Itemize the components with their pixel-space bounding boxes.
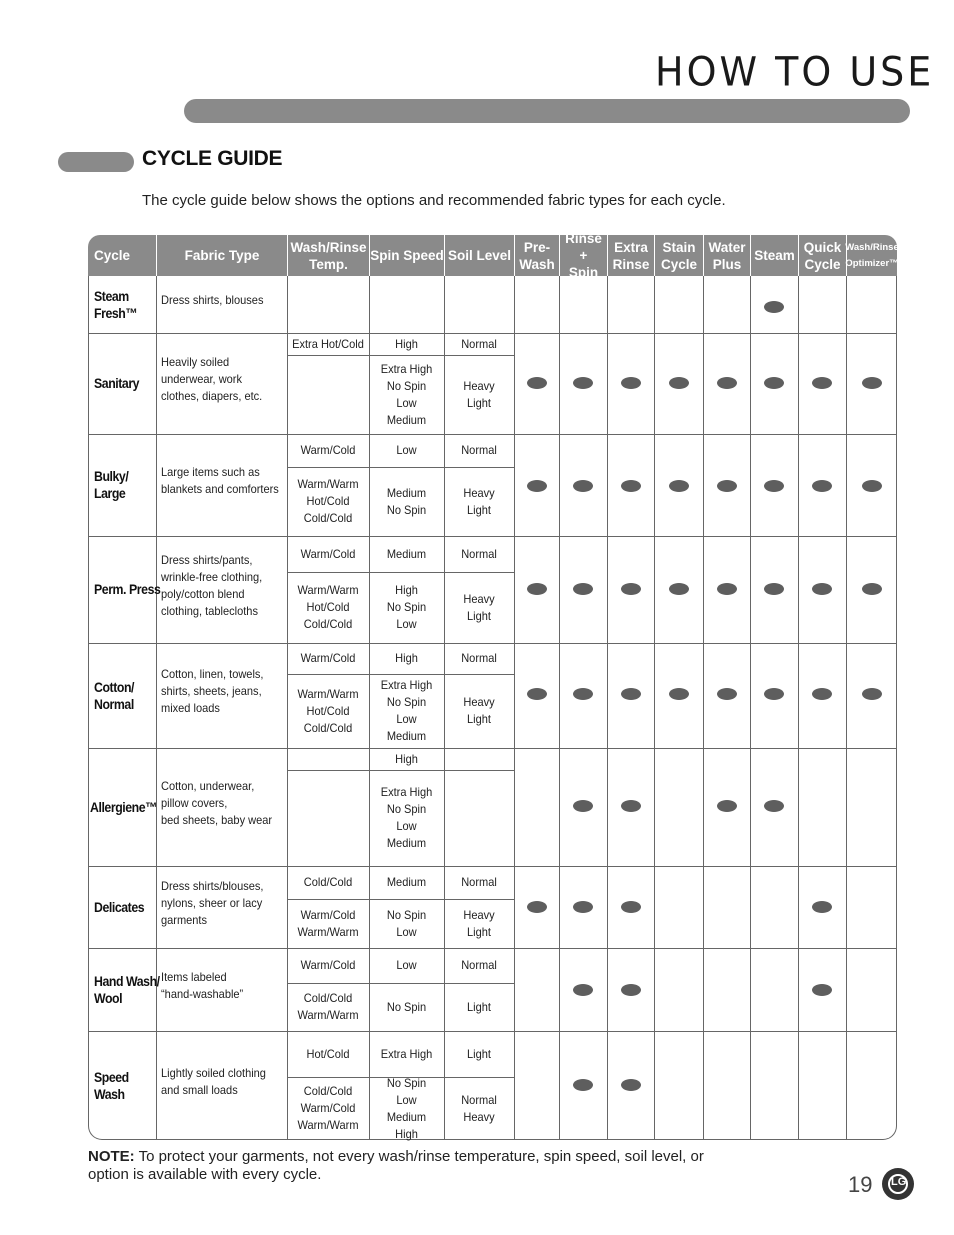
header-cell: Fabric Type (156, 235, 287, 276)
option-available-dot (812, 984, 832, 996)
note-label: NOTE: (88, 1148, 135, 1165)
option-available-dot (621, 377, 641, 389)
header-cell: Quick Cycle (798, 235, 846, 276)
fabric-type: Items labeled “hand-washable” (161, 969, 244, 1001)
header-cell: Steam (750, 235, 798, 276)
soil-level: Heavy Light (463, 907, 495, 939)
option-available-dot (621, 901, 641, 913)
spin-speed: Medium (386, 546, 427, 561)
spin-speed: High No Spin Low (386, 583, 427, 631)
wash-temp: Warm/Warm Hot/Cold Cold/Cold (297, 583, 359, 631)
fabric-type: Cotton, linen, towels, shirts, sheets, jeans, mixed loads (161, 667, 264, 715)
cycle-guide-table (88, 231, 899, 1141)
option-split-line (287, 770, 514, 771)
soil-level: Normal (461, 958, 497, 972)
option-available-dot (527, 377, 547, 389)
soil-level: Normal Heavy (461, 1092, 497, 1124)
option-available-dot (862, 377, 882, 389)
option-available-dot (621, 583, 641, 595)
header-cell: Wash/Rinse Temp. (287, 235, 369, 276)
spin-speed: No Spin Low (386, 907, 427, 939)
column-divider (654, 276, 655, 1140)
spin-speed: Medium No Spin (386, 485, 427, 517)
soil-level: Heavy Light (463, 591, 495, 623)
option-available-dot (764, 377, 784, 389)
option-available-dot (717, 480, 737, 492)
option-available-dot (862, 480, 882, 492)
row-divider (88, 748, 897, 749)
wash-temp: Warm/Cold Warm/Warm (297, 907, 359, 939)
wash-temp: Warm/Cold (300, 443, 356, 457)
option-available-dot (717, 583, 737, 595)
section-pill (58, 152, 134, 172)
fabric-type: Heavily soiled underwear, work clothes, diapers, etc. (161, 355, 263, 403)
option-available-dot (717, 688, 737, 700)
option-split-line (287, 674, 514, 675)
column-divider (750, 276, 751, 1140)
fabric-type: Cotton, underwear, pillow covers, bed sheets, baby wear (161, 778, 273, 827)
option-available-dot (621, 688, 641, 700)
row-divider (88, 866, 897, 867)
soil-level: Normal (461, 651, 497, 665)
soil-level: Light (467, 1046, 491, 1061)
note (88, 1148, 748, 1184)
option-available-dot (862, 688, 882, 700)
option-split-line (287, 983, 514, 984)
wash-temp: Warm/Cold (300, 958, 356, 972)
lg-logo (882, 1168, 914, 1200)
option-available-dot (573, 984, 593, 996)
cycle-name: Cotton/ Normal (94, 678, 135, 712)
option-available-dot (862, 583, 882, 595)
header-cell: Spin Speed (369, 235, 444, 276)
header-cell: Wash/Rinse Optimizer™ (846, 235, 897, 276)
option-available-dot (669, 583, 689, 595)
soil-level: Normal (461, 443, 497, 457)
option-available-dot (812, 377, 832, 389)
option-available-dot (621, 1079, 641, 1091)
option-available-dot (812, 480, 832, 492)
fabric-type: Dress shirts/blouses, nylons, sheer or lacy garments (161, 878, 264, 927)
soil-level: Heavy Light (463, 485, 495, 517)
fabric-type: Large items such as blankets and comforters (161, 465, 279, 496)
header-cell: Extra Rinse (607, 235, 654, 276)
option-split-line (287, 572, 514, 573)
option-available-dot (573, 583, 593, 595)
option-available-dot (573, 377, 593, 389)
spin-speed: High (395, 336, 418, 351)
option-available-dot (573, 800, 593, 812)
option-split-line (287, 355, 514, 356)
cycle-name: Allergiene™ (90, 798, 158, 815)
option-available-dot (812, 583, 832, 595)
option-available-dot (527, 901, 547, 913)
column-divider (607, 276, 608, 1140)
option-available-dot (621, 984, 641, 996)
option-available-dot (527, 688, 547, 700)
option-available-dot (621, 800, 641, 812)
column-divider (798, 276, 799, 1140)
column-divider (369, 276, 370, 1140)
soil-level: Light (467, 999, 491, 1014)
column-divider (156, 276, 157, 1140)
option-available-dot (527, 480, 547, 492)
option-split-line (287, 899, 514, 900)
cycle-name: Hand Wash/ Wool (94, 972, 160, 1006)
row-divider (88, 1031, 897, 1032)
wash-temp: Hot/Cold (306, 1046, 350, 1061)
soil-level: Heavy Light (463, 378, 495, 410)
option-available-dot (527, 583, 547, 595)
spin-speed: High (395, 651, 418, 665)
spin-speed: No Spin (386, 999, 427, 1014)
spin-speed: Low (396, 958, 417, 972)
option-available-dot (669, 480, 689, 492)
header-cell: Cycle (94, 248, 131, 263)
spin-speed: Medium (386, 875, 427, 889)
option-available-dot (669, 688, 689, 700)
cycle-name: Speed Wash (94, 1068, 129, 1102)
option-split-line (287, 467, 514, 468)
option-available-dot (717, 800, 737, 812)
column-divider (559, 276, 560, 1140)
soil-level: Heavy Light (463, 695, 495, 726)
option-available-dot (669, 377, 689, 389)
note-text: To protect your garments, not every wash/rinse temperature, spin speed, soil level, or option is available with every cycle. (88, 1148, 704, 1183)
page-title: HOW TO USE (655, 48, 935, 96)
header-cell: Water Plus (703, 235, 750, 276)
page-number: 19 (848, 1172, 873, 1197)
option-available-dot (812, 901, 832, 913)
fabric-type: Dress shirts/pants, wrinkle-free clothing, poly/cotton blend clothing, tablecloths (161, 552, 263, 618)
header-cell: Soil Level (444, 235, 514, 276)
option-available-dot (573, 1079, 593, 1091)
cycle-name: Sanitary (94, 375, 140, 391)
title-bar (184, 99, 910, 123)
table-header-row (88, 231, 899, 280)
column-divider (846, 276, 847, 1140)
option-available-dot (764, 688, 784, 700)
row-divider (88, 948, 897, 949)
spin-speed: Low (396, 443, 417, 457)
row-divider (88, 333, 897, 334)
wash-temp: Warm/Warm Hot/Cold Cold/Cold (297, 686, 359, 735)
cycle-name: Perm. Press (94, 581, 161, 597)
cycle-name: Delicates (94, 898, 145, 915)
column-divider (514, 276, 515, 1140)
option-available-dot (717, 377, 737, 389)
row-divider (88, 643, 897, 644)
header-cell: Rinse + Spin (559, 235, 607, 276)
cycle-name: Steam Fresh™ (94, 287, 138, 321)
fabric-type: Lightly soiled clothing and small loads (161, 1065, 266, 1097)
cycle-name: Bulky/ Large (94, 468, 129, 501)
spin-speed: Extra High (380, 1046, 433, 1061)
wash-temp: Warm/Cold (300, 546, 356, 561)
option-available-dot (764, 301, 784, 313)
header-cell: Pre- Wash (514, 235, 559, 276)
spin-speed: No Spin Low Medium High (386, 1075, 427, 1141)
intro-text: The cycle guide below shows the options and recommended fabric types for each cycle. (142, 192, 726, 209)
row-divider (88, 434, 897, 435)
spin-speed: Extra High No Spin Low Medium (380, 678, 433, 743)
lg-logo-text: LG (891, 1176, 907, 1188)
spin-speed: Extra High No Spin Low Medium (380, 785, 433, 850)
wash-temp: Warm/Cold (300, 651, 356, 665)
soil-level: Normal (461, 336, 497, 351)
wash-temp: Warm/Warm Hot/Cold Cold/Cold (297, 477, 359, 525)
option-available-dot (764, 583, 784, 595)
column-divider (444, 276, 445, 1140)
option-available-dot (812, 688, 832, 700)
wash-temp: Cold/Cold Warm/Warm (297, 991, 359, 1022)
wash-temp: Cold/Cold Warm/Cold Warm/Warm (297, 1084, 359, 1132)
column-divider (287, 276, 288, 1140)
option-available-dot (764, 800, 784, 812)
section-title: CYCLE GUIDE (142, 147, 283, 170)
option-available-dot (621, 480, 641, 492)
soil-level: Normal (461, 546, 497, 561)
spin-speed: High (395, 751, 418, 766)
wash-temp: Cold/Cold (303, 875, 353, 889)
row-divider (88, 536, 897, 537)
fabric-type: Dress shirts, blouses (161, 293, 264, 307)
option-available-dot (764, 480, 784, 492)
column-divider (703, 276, 704, 1140)
header-cell: Stain Cycle (654, 235, 703, 276)
spin-speed: Extra High No Spin Low Medium (380, 361, 433, 427)
soil-level: Normal (461, 875, 497, 889)
wash-temp: Extra Hot/Cold (292, 336, 364, 351)
option-available-dot (573, 688, 593, 700)
option-available-dot (573, 480, 593, 492)
option-available-dot (573, 901, 593, 913)
